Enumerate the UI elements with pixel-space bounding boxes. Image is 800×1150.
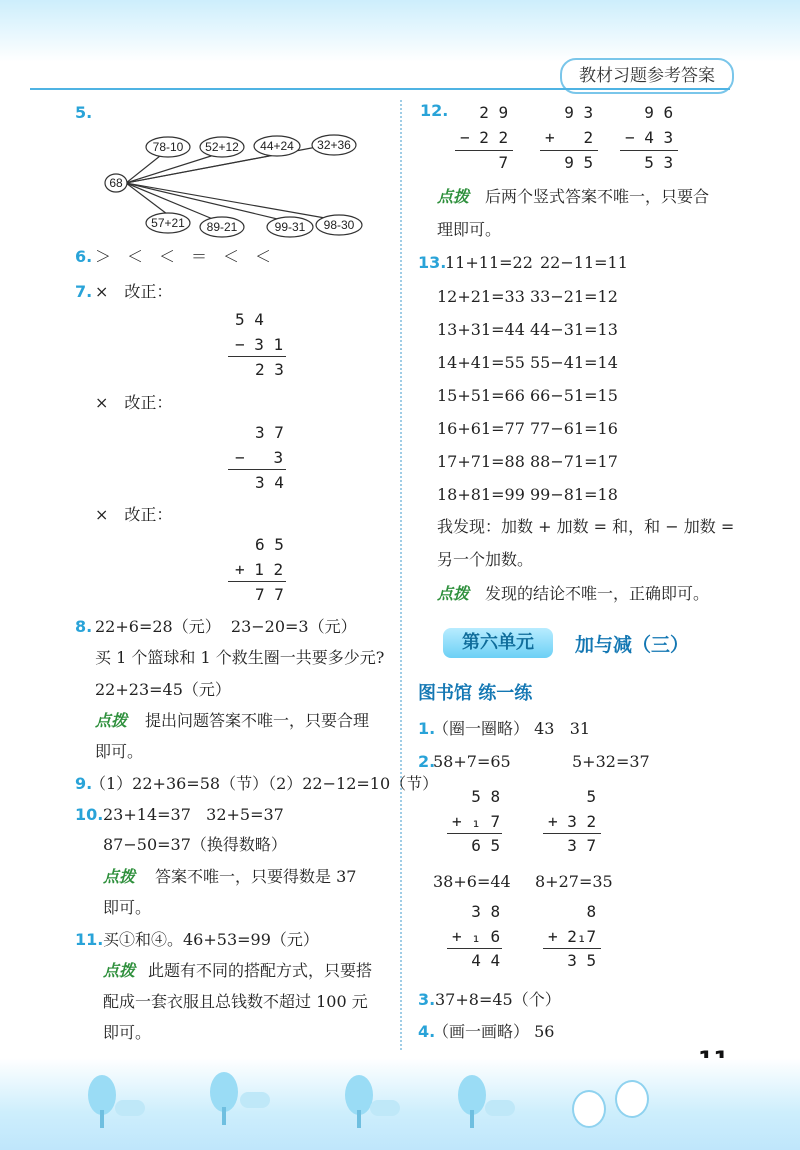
q13-row-4-a: 14+41=55	[437, 353, 525, 372]
p4-answer: （画一画略） 56	[433, 1022, 555, 1041]
p2-v1-line	[447, 833, 502, 834]
q10-line-2: 87−50=37（换得数略）	[103, 835, 287, 854]
q12-hint-2: 理即可。	[437, 220, 502, 239]
q7-label-2: × 改正：	[95, 393, 173, 412]
q7-calc-3-row1: 6 5	[255, 535, 284, 554]
q13-row-1-b: 22−11=11	[540, 253, 628, 272]
q10-hint-1: 答案不唯一，只要得数是 37	[155, 867, 357, 886]
q5-bottom-1: 57+21	[151, 216, 185, 230]
p3-answer: 37+8=45（个）	[435, 990, 561, 1009]
q12-number: 12.	[420, 101, 449, 120]
tree-trunk	[470, 1110, 474, 1128]
q13-row-4-b: 55−41=14	[530, 353, 618, 372]
p2-v3-row2: + ₁ 6	[452, 927, 501, 946]
q13-hint-label: 点拨	[437, 584, 470, 603]
unit-title: 加与减（三）	[575, 634, 690, 656]
tree-trunk	[100, 1110, 104, 1128]
unit-label: 第六单元	[443, 628, 553, 658]
q7-calc-1-row3: 2 3	[255, 360, 284, 379]
q7-calc-2-row2: − 3	[235, 448, 284, 467]
q11-hint-1: 此题有不同的搭配方式，只要搭	[148, 961, 373, 980]
p2-v4-row3: 3 5	[548, 951, 597, 970]
q12-hint-1: 后两个竖式答案不唯一，只要合	[485, 187, 710, 206]
p2-v2-line	[543, 833, 601, 834]
bear-icon	[572, 1090, 606, 1128]
page-header-title: 教材习题参考答案	[560, 58, 734, 94]
q7-label-1: × 改正：	[95, 282, 173, 301]
q13-hint-1: 发现的结论不唯一，正确即可。	[485, 584, 710, 603]
q5-top-2: 52+12	[205, 140, 239, 154]
q12-col1-row1: 2 9	[460, 103, 509, 122]
q7-calc-2-row1: 3 7	[255, 423, 284, 442]
q7-calc-2-line	[228, 469, 286, 470]
q7-number: 7.	[75, 282, 93, 301]
p2-v4-line	[543, 948, 601, 949]
q13-row-3-b: 44−31=13	[530, 320, 618, 339]
q8-line-1: 22+6=28（元） 23−20=3（元）	[95, 617, 357, 636]
q13-row-7-b: 88−71=17	[530, 452, 618, 471]
q5-bottom-3: 99-31	[274, 220, 306, 234]
q12-col2-row1: 9 3	[545, 103, 594, 122]
q12-col2-line	[540, 150, 598, 151]
q7-calc-2-row3: 3 4	[255, 473, 284, 492]
tree-trunk	[357, 1110, 361, 1128]
tree-trunk	[222, 1107, 226, 1125]
q5-top-3: 44+24	[260, 139, 294, 153]
q9-number: 9.	[75, 774, 93, 793]
q13-finding-2: 另一个加数。	[437, 550, 534, 569]
q13-row-7-a: 17+71=88	[437, 452, 525, 471]
q11-line-1: 买①和④。46+53=99（元）	[103, 930, 319, 949]
q13-row-8-a: 18+81=99	[437, 485, 525, 504]
q8-line-2: 买 1 个篮球和 1 个救生圈一共要多少元?	[95, 648, 385, 667]
q12-col3-row2: − 4 3	[625, 128, 674, 147]
q7-calc-1-row2: − 3 1	[235, 335, 284, 354]
p2-eq-1: 58+7=65	[433, 752, 511, 771]
q13-finding-1: 我发现：加数 + 加数 = 和，和 − 加数 =	[437, 517, 735, 536]
p2-v3-row1: 3 8	[452, 902, 501, 921]
p2-eq-2: 5+32=37	[572, 752, 650, 771]
q5-diagram	[100, 128, 370, 240]
q8-hint-1: 提出问题答案不唯一，只要合理	[145, 711, 370, 730]
q12-col3-row1: 9 6	[625, 103, 674, 122]
q13-row-3-a: 13+31=44	[437, 320, 525, 339]
bush-icon	[240, 1092, 270, 1108]
q5-top-4: 32+36	[317, 138, 351, 152]
q12-col2-row2: + 2	[545, 128, 594, 147]
q12-hint-label: 点拨	[437, 187, 470, 206]
p2-eq-4: 8+27=35	[535, 872, 613, 891]
q11-hint-2: 配成一套衣服且总钱数不超过 100 元	[103, 992, 368, 1011]
q13-row-5-b: 66−51=15	[530, 386, 618, 405]
p3-number: 3.	[418, 990, 436, 1009]
bush-icon	[370, 1100, 400, 1116]
q13-row-2-b: 33−21=12	[530, 287, 618, 306]
p2-v4-row1: 8	[548, 902, 597, 921]
bush-icon	[485, 1100, 515, 1116]
p2-v3-line	[447, 948, 502, 949]
q12-col2-row3: 9 5	[545, 153, 594, 172]
header-rule	[30, 88, 730, 90]
q8-hint-2: 即可。	[95, 742, 144, 761]
q9-answer: （1）22+36=58（节）（2）22−12=10（节）	[90, 774, 439, 793]
q10-hint-2: 即可。	[103, 898, 152, 917]
q5-number: 5.	[75, 103, 93, 122]
tree-icon	[458, 1075, 486, 1115]
q11-hint-3: 即可。	[103, 1023, 152, 1042]
q6-answer: ＞ ＜ ＜ ＝ ＜ ＜	[95, 247, 272, 266]
p2-number: 2.	[418, 752, 436, 771]
q7-calc-1-line	[228, 356, 286, 357]
p2-v4-row2: + 2₁7	[548, 927, 597, 946]
q12-col1-row2: − 2 2	[460, 128, 509, 147]
p1-answer: （圈一圈略） 43 31	[433, 719, 591, 738]
q7-label-3: × 改正：	[95, 505, 173, 524]
q5-bottom-4: 98-30	[323, 218, 355, 232]
q12-col3-line	[620, 150, 678, 151]
q7-calc-3-row3: 7 7	[255, 585, 284, 604]
q5-center: 68	[109, 176, 123, 190]
q13-number: 13.	[418, 253, 447, 272]
bunny-icon	[615, 1080, 649, 1118]
q8-hint-label: 点拨	[95, 711, 128, 730]
q10-hint-label: 点拨	[103, 867, 136, 886]
bush-icon	[115, 1100, 145, 1116]
p2-v1-row1: 5 8	[452, 787, 501, 806]
column-divider	[400, 100, 402, 1050]
q8-line-3: 22+23=45（元）	[95, 680, 231, 699]
tree-icon	[345, 1075, 373, 1115]
q7-calc-3-row2: + 1 2	[235, 560, 284, 579]
q11-number: 11.	[75, 930, 104, 949]
q12-col3-row3: 5 3	[625, 153, 674, 172]
p2-v1-row2: + ₁ 7	[452, 812, 501, 831]
q13-row-5-a: 15+51=66	[437, 386, 525, 405]
p2-v2-row2: + 3 2	[548, 812, 597, 831]
q10-number: 10.	[75, 805, 104, 824]
p2-v2-row3: 3 7	[548, 836, 597, 855]
p2-v1-row3: 6 5	[452, 836, 501, 855]
q13-row-8-b: 99−81=18	[530, 485, 618, 504]
p1-number: 1.	[418, 719, 436, 738]
q12-col1-row3: 7	[460, 153, 509, 172]
q5-top-1: 78-10	[152, 140, 184, 154]
q13-row-6-a: 16+61=77	[437, 419, 525, 438]
tree-icon	[88, 1075, 116, 1115]
section-title: 图书馆 练一练	[418, 683, 533, 704]
q8-number: 8.	[75, 617, 93, 636]
q13-row-6-b: 77−61=16	[530, 419, 618, 438]
q7-calc-3-line	[228, 581, 286, 582]
q12-col1-line	[455, 150, 513, 151]
p2-v2-row1: 5	[548, 787, 597, 806]
q13-row-2-a: 12+21=33	[437, 287, 525, 306]
tree-icon	[210, 1072, 238, 1112]
p2-eq-3: 38+6=44	[433, 872, 511, 891]
p2-v3-row3: 4 4	[452, 951, 501, 970]
p4-number: 4.	[418, 1022, 436, 1041]
q10-line-1: 23+14=37 32+5=37	[103, 805, 284, 824]
q7-calc-1-row1: 5 4	[235, 310, 264, 329]
top-band	[0, 0, 800, 62]
q5-bottom-2: 89-21	[206, 220, 238, 234]
q13-row-1-a: 11+11=22	[445, 253, 533, 272]
q6-number: 6.	[75, 247, 93, 266]
q11-hint-label: 点拨	[103, 961, 136, 980]
